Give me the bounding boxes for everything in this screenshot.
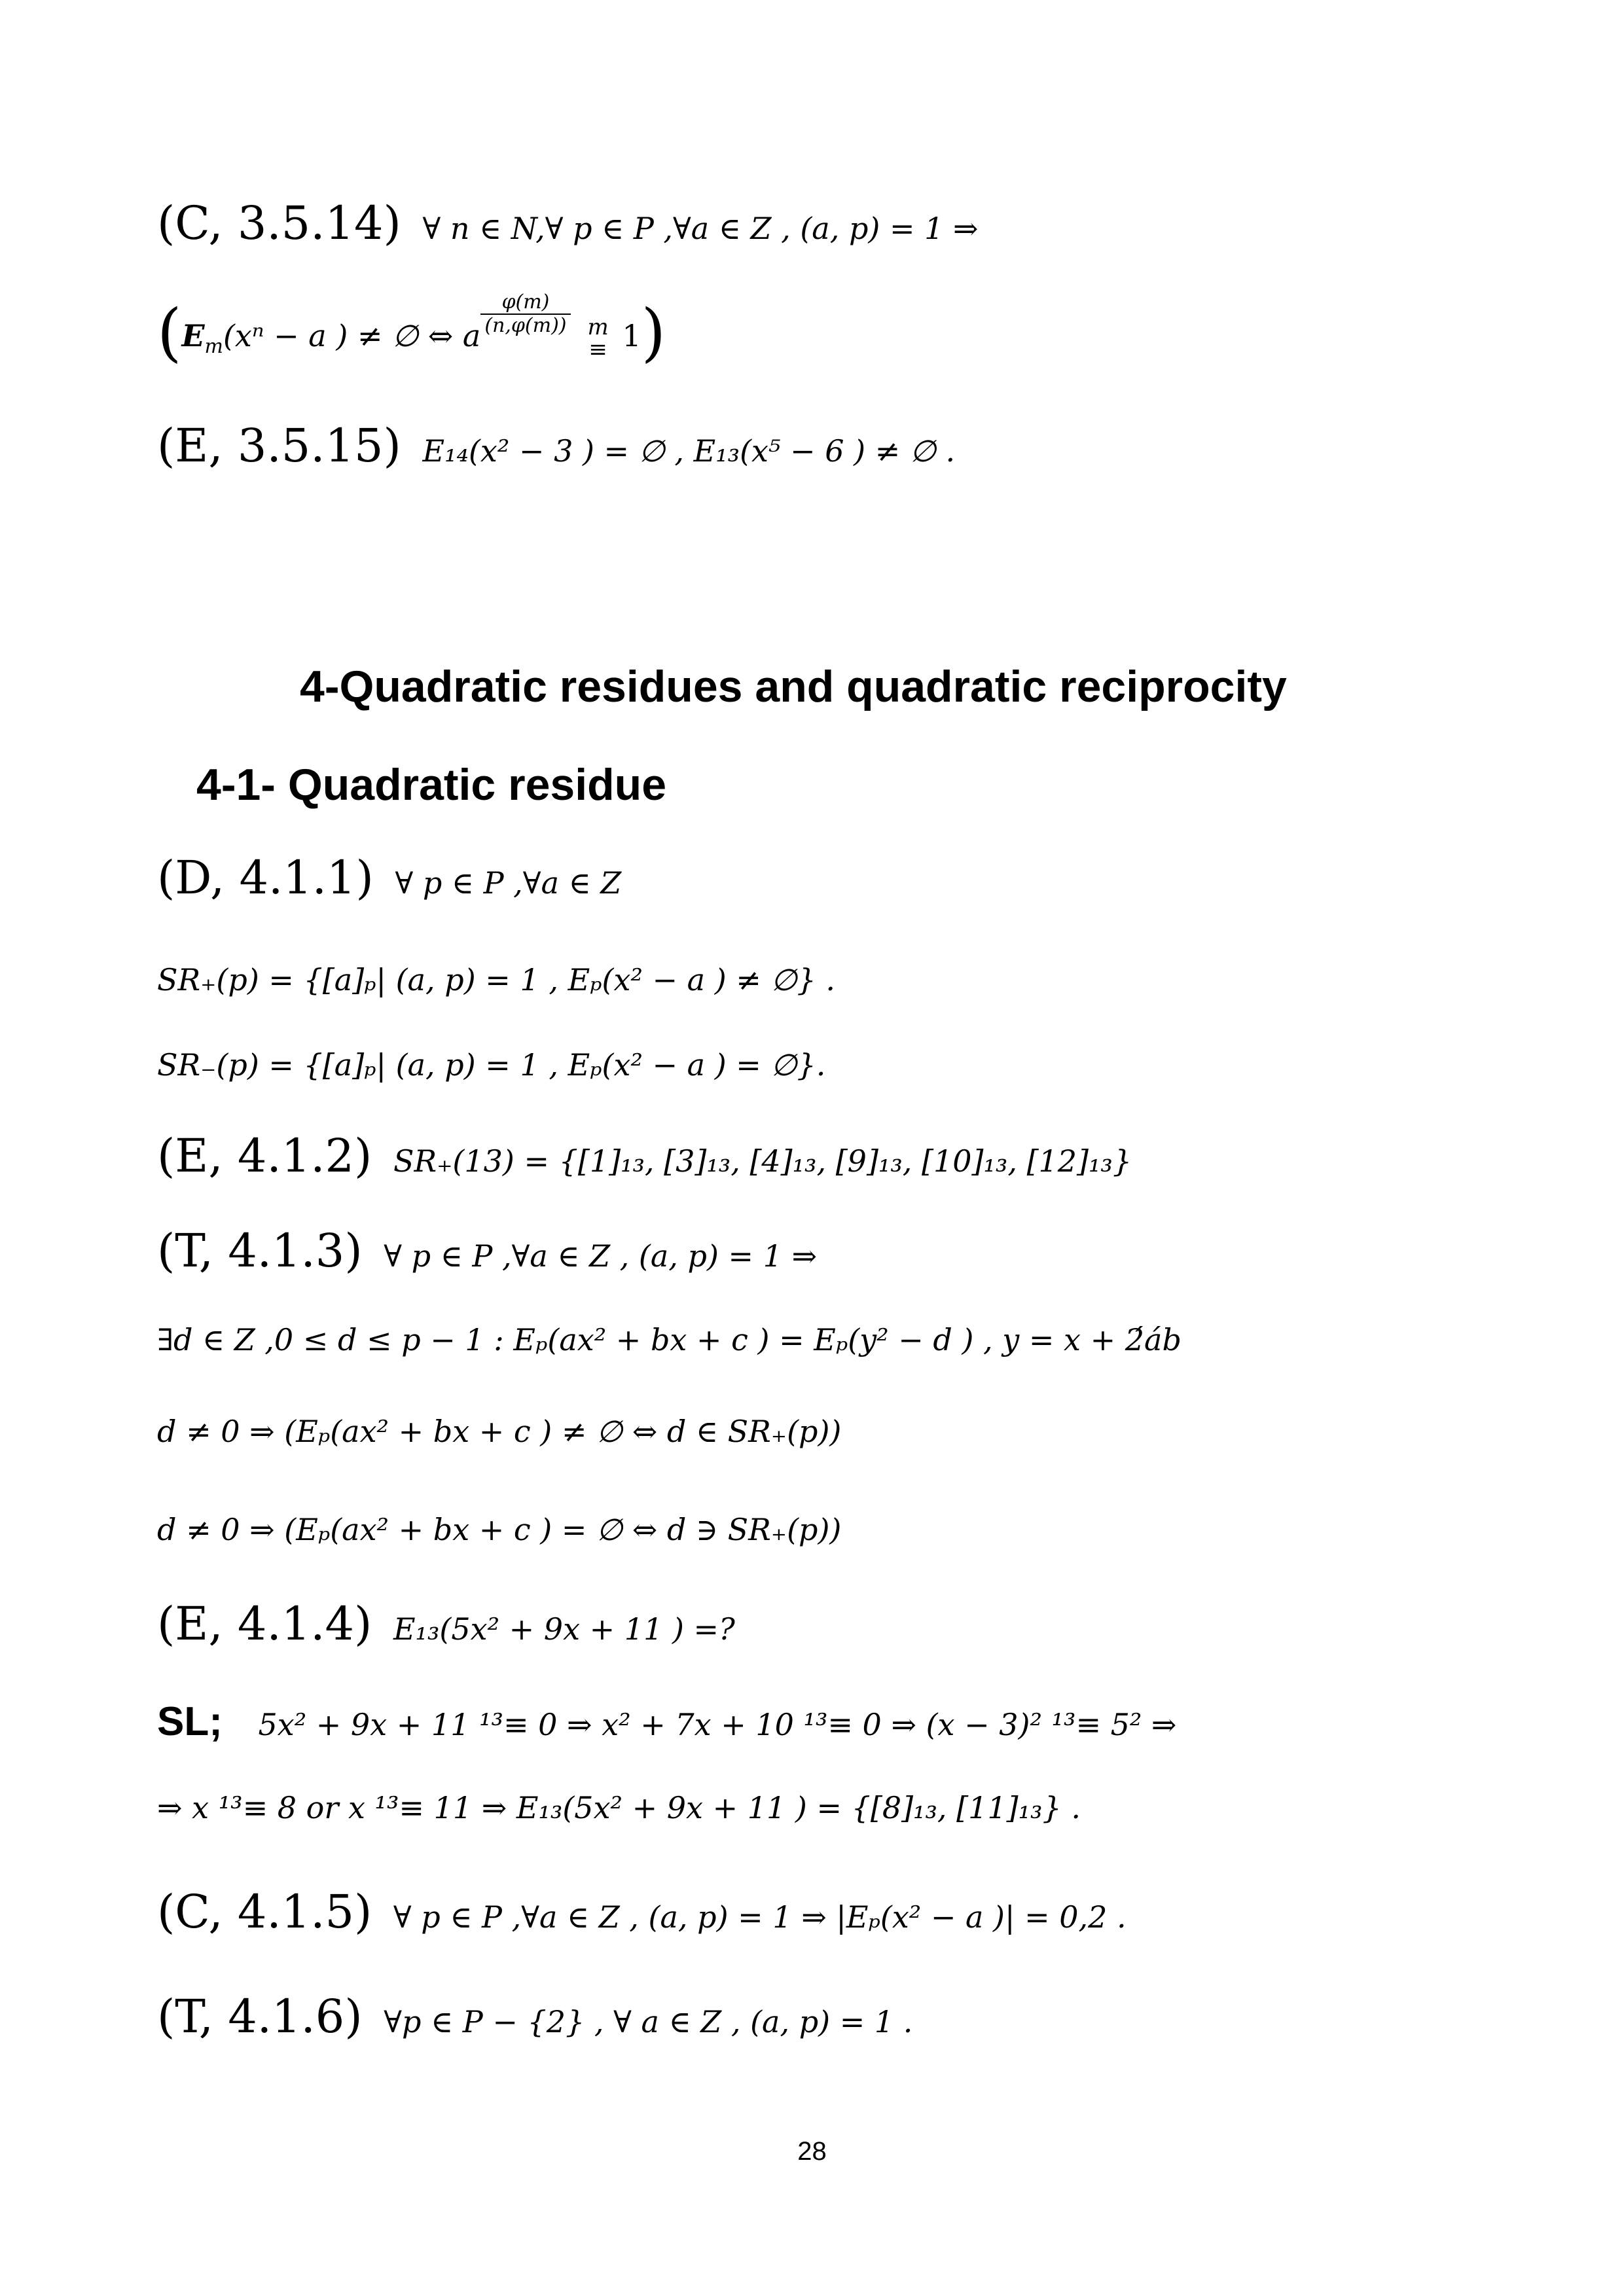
sr-plus-definition <box>157 962 835 997</box>
modulus: m <box>587 314 609 340</box>
congruence-mod <box>584 316 613 361</box>
e-symbol: E <box>181 318 205 353</box>
solution-line-1 <box>157 1698 1176 1745</box>
fraction-denominator: (n,φ(m)) <box>484 314 567 337</box>
close-paren: ) <box>641 296 666 369</box>
statement: ∀ p ∈ P ,∀a ∈ Z , (a, p) = 1 ⇒ |Eₚ(x² − a )| = 0,2 . <box>393 1899 1127 1935</box>
statement: SR₊(p) = {[a]ₚ| (a, p) = 1 , Eₚ(x² − a ) ≠ ∅} . <box>157 962 836 997</box>
congruence-symbol: ≡ <box>588 336 607 363</box>
statement: ∃d ∈ Z ,0 ≤ d ≤ p − 1 : Eₚ(ax² + bx + c ) = Eₚ(y² − d ) , y = x + 2́áb <box>157 1322 1182 1357</box>
corollary-3-5-14 <box>157 196 979 250</box>
statement: E₁₄(x² − 3 ) = ∅ , E₁₃(x⁵ − 6 ) ≠ ∅ . <box>422 433 956 469</box>
label-tag: (T, 4.1.6) <box>157 1990 363 2043</box>
corollary-4-1-5 <box>157 1885 1127 1939</box>
label-tag: (C, 3.5.14) <box>157 196 401 250</box>
chapter-heading: 4-Quadratic residues and quadratic reciprocity <box>300 662 1287 711</box>
label-tag: (E, 3.5.15) <box>157 419 401 473</box>
label-tag: (E, 4.1.4) <box>157 1597 372 1651</box>
example-3-5-15 <box>157 419 955 473</box>
solution-label: SL; <box>157 1699 223 1744</box>
label-tag: (C, 4.1.5) <box>157 1885 372 1939</box>
label-tag: (D, 4.1.1) <box>157 851 374 905</box>
statement: ∀ p ∈ P ,∀a ∈ Z , (a, p) = 1 ⇒ <box>384 1238 818 1274</box>
sr-minus-definition <box>157 1047 825 1083</box>
label-tag: (T, 4.1.3) <box>157 1224 363 1278</box>
statement: ∀ p ∈ P ,∀a ∈ Z <box>395 865 622 901</box>
e-subscript: m <box>204 335 223 359</box>
definition-4-1-1 <box>157 851 621 905</box>
statement: SR₋(p) = {[a]ₚ| (a, p) = 1 , Eₚ(x² − a ) = ∅}. <box>157 1047 826 1083</box>
statement: 5x² + 9x + 11 ¹³≡ 0 ⇒ x² + 7x + 10 ¹³≡ 0 ⇒ (x − 3)² ¹³≡ 5² ⇒ <box>258 1707 1177 1742</box>
statement: ⇒ x ¹³≡ 8 or x ¹³≡ 11 ⇒ E₁₃(5x² + 9x + 11 ) = {[8]₁₃, [11]₁₃} . <box>157 1790 1081 1825</box>
theorem-4-1-3-line-2 <box>157 1322 1182 1357</box>
statement: SR₊(13) = {[1]₁₃, [3]₁₃, [4]₁₃, [9]₁₃, [10]₁₃, [12]₁₃} <box>393 1143 1132 1179</box>
equivalence-middle: (xⁿ − a ) ≠ ∅ ⇔ a <box>223 318 481 353</box>
equivalence-end: 1 <box>612 318 641 353</box>
example-4-1-4 <box>157 1597 735 1651</box>
statement: d ≠ 0 ⇒ (Eₚ(ax² + bx + c ) ≠ ∅ ⇔ d ∈ SR₊(p)) <box>157 1414 842 1449</box>
theorem-4-1-3 <box>157 1224 817 1278</box>
theorem-4-1-3-line-4 <box>157 1512 841 1547</box>
theorem-4-1-3-line-3 <box>157 1414 841 1449</box>
label-tag: (E, 4.1.2) <box>157 1129 372 1183</box>
open-paren: ( <box>157 296 182 369</box>
statement: ∀ n ∈ N,∀ p ∈ P ,∀a ∈ Z , (a, p) = 1 ⇒ <box>422 211 979 246</box>
page-number: 28 <box>797 2137 827 2166</box>
fraction-numerator: φ(m) <box>480 291 570 315</box>
statement: d ≠ 0 ⇒ (Eₚ(ax² + bx + c ) = ∅ ⇔ d ∋ SR₊(p)) <box>157 1512 842 1547</box>
theorem-4-1-6 <box>157 1990 912 2043</box>
statement: ∀p ∈ P − {2} , ∀ a ∈ Z , (a, p) = 1 . <box>384 2004 913 2039</box>
solution-line-2 <box>157 1790 1081 1825</box>
example-4-1-2 <box>157 1129 1132 1183</box>
section-heading: 4-1- Quadratic residue <box>196 760 667 810</box>
exponent-fraction <box>480 291 570 337</box>
statement: E₁₃(5x² + 9x + 11 ) =? <box>393 1611 735 1647</box>
corollary-3-5-14-equivalence <box>157 291 666 369</box>
